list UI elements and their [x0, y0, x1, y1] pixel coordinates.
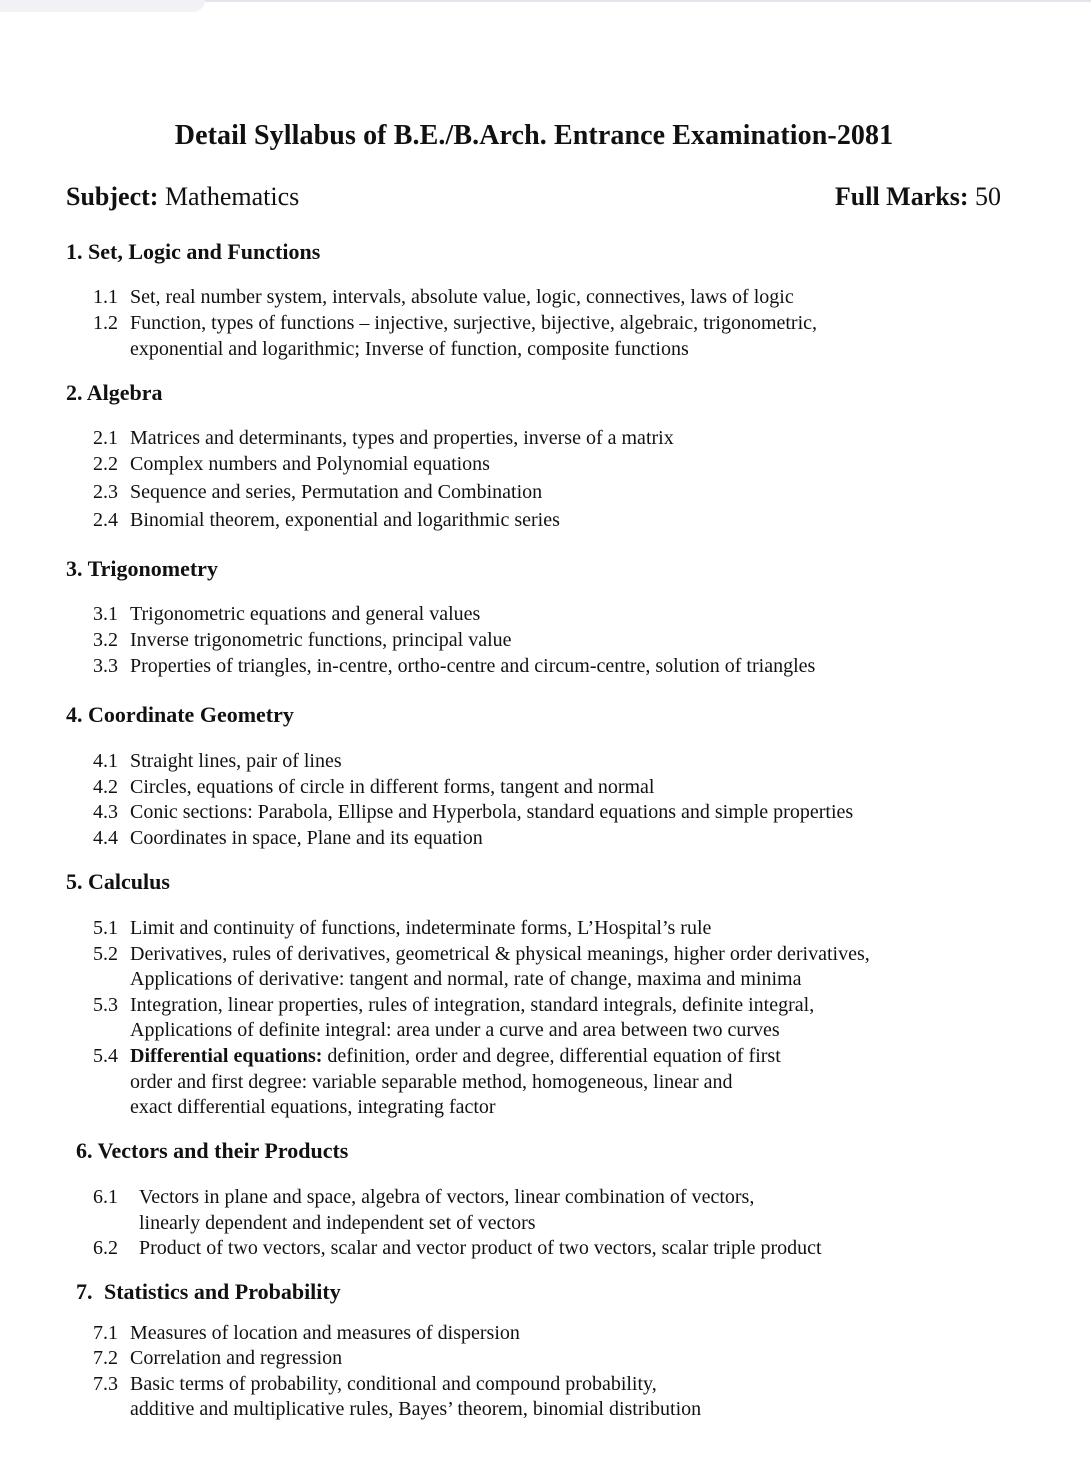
item-text: Inverse trigonometric functions, principal value [130, 629, 512, 651]
item-number: 1.1 [93, 286, 118, 308]
item-text: Coordinates in space, Plane and its equation [130, 827, 483, 849]
section-title: Coordinate Geometry [88, 702, 294, 727]
item-text [130, 1044, 781, 1069]
item-text: Binomial theorem, exponential and logarithmic series [130, 509, 560, 531]
item-text: Basic terms of probability, conditional and compound probability, [130, 1373, 657, 1395]
section-number: 4. [66, 702, 83, 727]
document-title: Detail Syllabus of B.E./B.Arch. Entrance Examination-2081 [174, 120, 894, 151]
item-text-continued: Applications of derivative: tangent and normal, rate of change, maxima and minima [130, 968, 802, 990]
item-text: Set, real number system, intervals, absolute value, logic, connectives, laws of logic [130, 286, 794, 308]
item-number: 4.1 [93, 750, 118, 772]
section-heading [66, 238, 320, 266]
item-number: 6.1 [93, 1186, 118, 1208]
item-text: Circles, equations of circle in different forms, tangent and normal [130, 776, 655, 798]
item-number: 7.3 [93, 1373, 118, 1395]
item-number: 5.4 [93, 1045, 118, 1067]
item-number: 4.4 [93, 827, 118, 849]
item-text-continued: exponential and logarithmic; Inverse of function, composite functions [130, 338, 689, 360]
item-text: Vectors in plane and space, algebra of vectors, linear combination of vectors, [139, 1186, 755, 1208]
top-tab-shape [0, 0, 205, 12]
section-number: 6. [76, 1138, 93, 1163]
item-number: 3.3 [93, 655, 118, 677]
section-heading [66, 555, 218, 583]
section-number: 7. [76, 1279, 93, 1304]
section-title: Trigonometry [87, 556, 218, 581]
section-heading [66, 868, 170, 896]
section-heading [66, 701, 294, 729]
item-text: Product of two vectors, scalar and vector product of two vectors, scalar triple product [139, 1237, 822, 1259]
item-text: Properties of triangles, in-centre, ortho-centre and circum-centre, solution of triangles [130, 655, 816, 677]
item-number: 3.2 [93, 629, 118, 651]
item-text: Trigonometric equations and general values [130, 603, 481, 625]
full-marks-value: 50 [975, 182, 1001, 211]
section-number: 5. [66, 869, 83, 894]
item-text: Derivatives, rules of derivatives, geometrical & physical meanings, higher order derivatives, [130, 943, 870, 965]
item-number: 2.4 [93, 509, 118, 531]
subject-row [66, 180, 1001, 214]
section-heading [76, 1278, 341, 1306]
item-text-rest: definition, order and degree, differential equation of first [322, 1045, 781, 1067]
item-number: 3.1 [93, 603, 118, 625]
subject-field [66, 180, 299, 214]
item-number: 1.2 [93, 312, 118, 334]
subject-value: Mathematics [164, 182, 300, 211]
item-text: Complex numbers and Polynomial equations [130, 453, 490, 475]
item-text: Function, types of functions – injective, surjective, bijective, algebraic, trigonometric, [130, 312, 818, 334]
item-text: Limit and continuity of functions, indeterminate forms, L’Hospital’s rule [130, 917, 712, 939]
item-number: 5.3 [93, 994, 118, 1016]
section-heading [66, 379, 163, 407]
item-text-continued: linearly dependent and independent set of vectors [139, 1212, 536, 1234]
item-text: Sequence and series, Permutation and Combination [130, 481, 543, 503]
section-number: 1. [66, 239, 83, 264]
section-title: Vectors and their Products [97, 1138, 349, 1163]
section-title: Set, Logic and Functions [88, 239, 321, 264]
full-marks-label: Full Marks: [834, 182, 969, 211]
item-number: 2.2 [93, 453, 118, 475]
item-number: 2.1 [93, 427, 118, 449]
item-number: 7.1 [93, 1322, 118, 1344]
item-text-continued: exact differential equations, integrating factor [130, 1096, 496, 1118]
section-number: 2. [66, 380, 83, 405]
item-text: Straight lines, pair of lines [130, 750, 342, 772]
item-number: 4.2 [93, 776, 118, 798]
item-text: Measures of location and measures of dispersion [130, 1322, 520, 1344]
full-marks-field [835, 180, 1001, 214]
item-text-continued: additive and multiplicative rules, Bayes’ theorem, binomial distribution [130, 1398, 702, 1420]
item-number: 7.2 [93, 1347, 118, 1369]
item-number: 5.2 [93, 943, 118, 965]
item-number: 6.2 [93, 1237, 118, 1259]
item-text-continued: Applications of definite integral: area under a curve and area between two curves [130, 1019, 780, 1041]
item-number: 5.1 [93, 917, 118, 939]
item-text: Correlation and regression [130, 1347, 343, 1369]
item-bold-lead: Differential equations: [130, 1045, 323, 1067]
section-title: Statistics and Probability [104, 1279, 341, 1304]
subject-label: Subject: [66, 182, 159, 211]
item-number: 4.3 [93, 801, 118, 823]
item-number: 2.3 [93, 481, 118, 503]
section-heading [76, 1137, 348, 1165]
section-number: 3. [66, 556, 83, 581]
section-title: Algebra [86, 380, 163, 405]
item-text-continued: order and first degree: variable separable method, homogeneous, linear and [130, 1071, 733, 1093]
item-text: Conic sections: Parabola, Ellipse and Hyperbola, standard equations and simple properties [130, 801, 854, 823]
item-text: Integration, linear properties, rules of integration, standard integrals, definite integral, [130, 994, 815, 1016]
section-title: Calculus [88, 869, 170, 894]
item-text: Matrices and determinants, types and properties, inverse of a matrix [130, 427, 674, 449]
